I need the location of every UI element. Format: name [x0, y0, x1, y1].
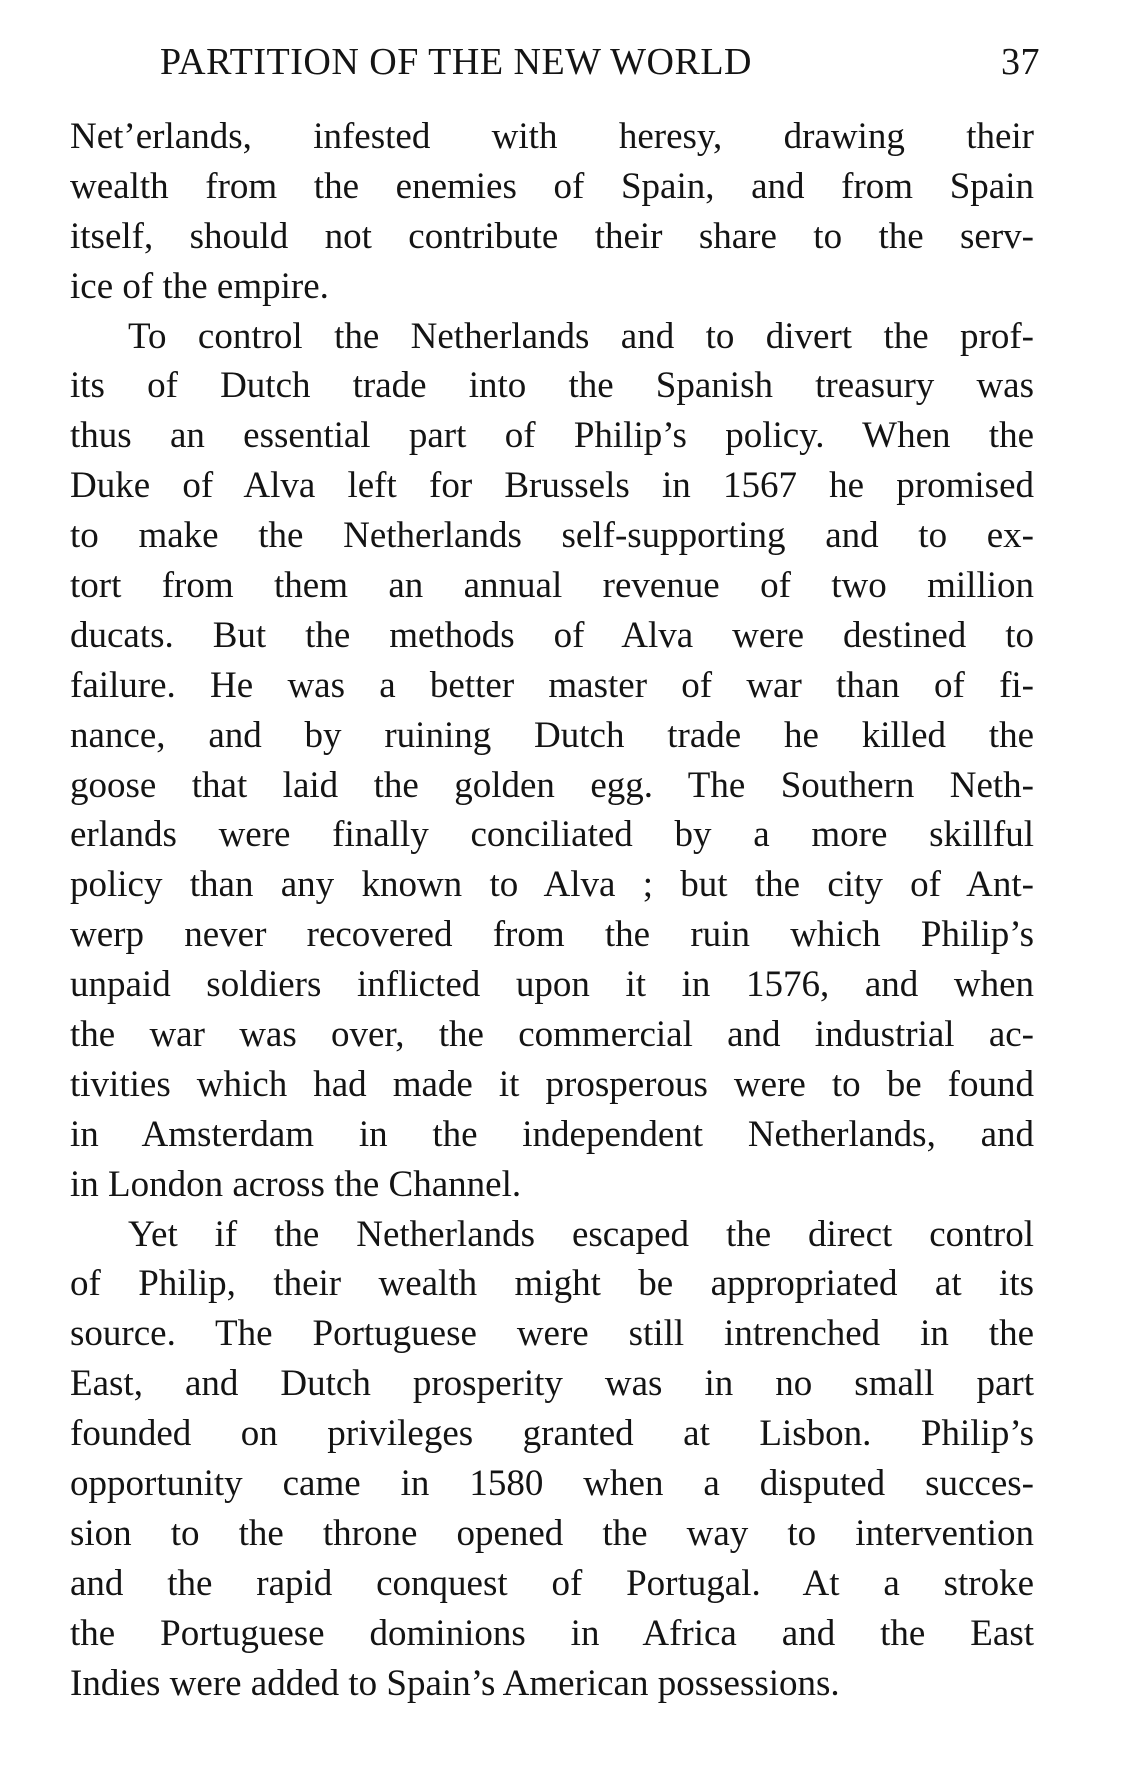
text-line: Net’erlands, infested with heresy, drawing their: [70, 116, 1034, 157]
text-line: its of Dutch trade into the Spanish treasury was: [70, 365, 1034, 407]
text-line: tivities which had made it prosperous were to be found: [70, 1063, 1034, 1105]
body-text: [70, 112, 1034, 1709]
text-line: sion to the throne opened the way to intervention: [70, 1512, 1034, 1554]
text-line: Yet if the Netherlands escaped the direct control: [128, 1213, 1034, 1255]
text-line: nance, and by ruining Dutch trade he killed the: [70, 714, 1034, 756]
paragraph: [70, 312, 1034, 1210]
text-line: the Portuguese dominions in Africa and the East: [70, 1612, 1034, 1654]
text-line: Duke of Alva left for Brussels in 1567 he promised: [70, 465, 1034, 507]
paragraph: [70, 112, 1034, 312]
text-line: failure. He was a better master of war than of fi-: [70, 664, 1034, 706]
text-line: opportunity came in 1580 when a disputed succes-: [70, 1463, 1034, 1505]
text-line: ice of the empire.: [70, 265, 329, 307]
text-line: in London across the Channel.: [70, 1163, 522, 1205]
text-line: and the rapid conquest of Portugal. At a stroke: [70, 1562, 1034, 1604]
text-line: founded on privileges granted at Lisbon. Philip’s: [70, 1413, 1034, 1455]
text-line: ducats. But the methods of Alva were destined to: [70, 614, 1034, 656]
text-line: goose that laid the golden egg. The Southern Neth-: [70, 764, 1034, 806]
paragraph: [70, 1210, 1034, 1709]
running-head: [160, 40, 1040, 90]
text-line: thus an essential part of Philip’s policy. When the: [70, 415, 1034, 457]
text-line: werp never recovered from the ruin which Philip’s: [70, 914, 1034, 956]
text-line: wealth from the enemies of Spain, and from Spain: [70, 165, 1034, 207]
page-number: 37: [1001, 41, 1040, 83]
text-line: policy than any known to Alva ; but the city of Ant-: [70, 864, 1034, 906]
text-line: tort from them an annual revenue of two million: [70, 565, 1034, 607]
text-line: unpaid soldiers inflicted upon it in 1576, and when: [70, 964, 1034, 1006]
text-line: East, and Dutch prosperity was in no small part: [70, 1363, 1034, 1405]
text-line: in Amsterdam in the independent Netherlands, and: [70, 1113, 1034, 1155]
text-line: itself, should not contribute their share to the serv-: [70, 215, 1034, 257]
text-line: to make the Netherlands self-supporting and to ex-: [70, 515, 1034, 557]
text-line: To control the Netherlands and to divert the prof-: [128, 315, 1034, 357]
running-head-title: PARTITION OF THE NEW WORLD: [160, 41, 752, 83]
text-line: the war was over, the commercial and industrial ac-: [70, 1014, 1034, 1056]
text-line: Indies were added to Spain’s American possessions.: [70, 1662, 840, 1704]
text-line: source. The Portuguese were still intrenched in the: [70, 1313, 1034, 1355]
text-line: erlands were finally conciliated by a more skillful: [70, 814, 1034, 856]
text-line: of Philip, their wealth might be appropriated at its: [70, 1263, 1034, 1305]
